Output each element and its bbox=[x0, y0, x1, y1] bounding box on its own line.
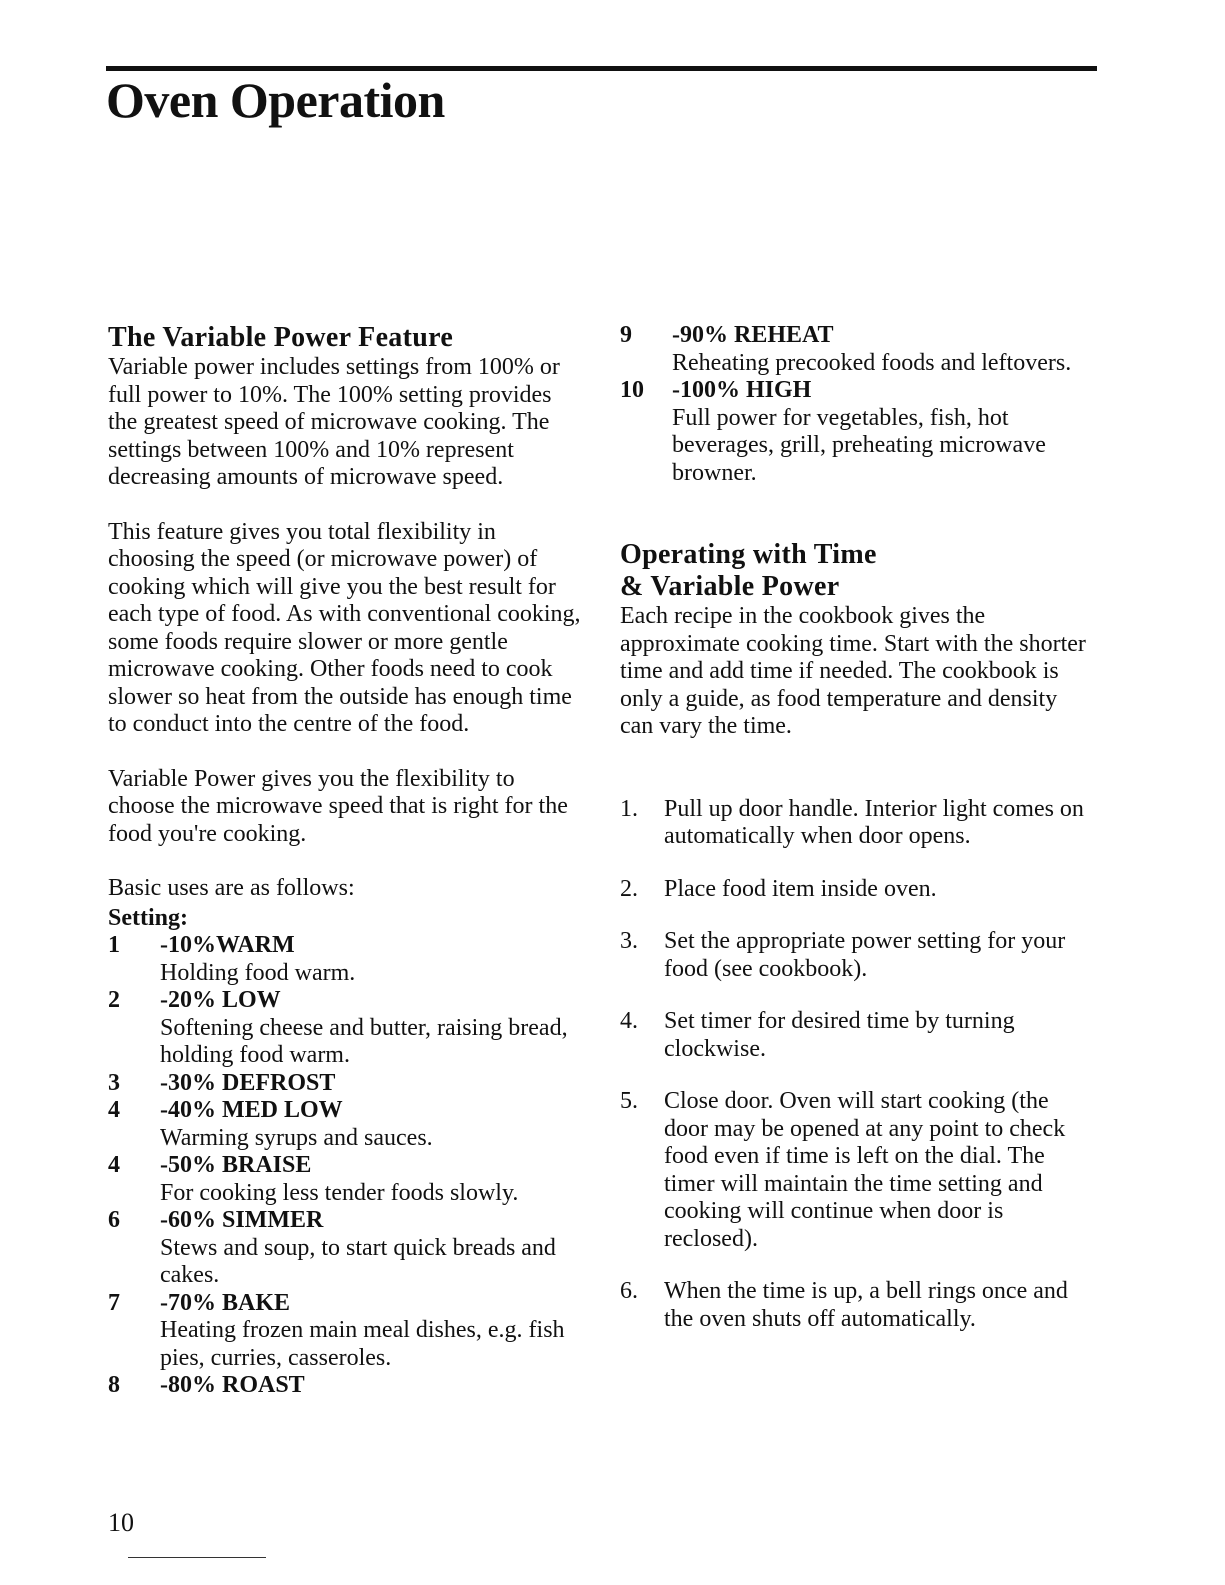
setting-description: For cooking less tender foods slowly. bbox=[160, 1179, 519, 1206]
operating-heading-line-2: & Variable Power bbox=[620, 571, 840, 602]
setting-description: Stews and soup, to start quick breads and cakes. bbox=[160, 1234, 556, 1288]
step-item bbox=[620, 1278, 1090, 1333]
variable-power-para-1: Variable power includes settings from 100% or full power to 10%. The 100% setting provides the greatest speed of microwave cooking. The settings between 100% and 10% represent decreasing amounts of microwave speed. bbox=[108, 354, 560, 490]
step-item bbox=[620, 928, 1090, 983]
setting-number: 9 bbox=[620, 322, 632, 348]
variable-power-heading: The Variable Power Feature bbox=[108, 322, 454, 353]
setting-item bbox=[108, 1097, 583, 1152]
setting-description: Full power for vegetables, fish, hot beverages, grill, preheating microwave browner. bbox=[672, 404, 1046, 486]
setting-description: Heating frozen main meal dishes, e.g. fish pies, curries, casseroles. bbox=[160, 1317, 565, 1371]
setting-name: -80% ROAST bbox=[160, 1372, 305, 1398]
setting-number: 2 bbox=[108, 987, 120, 1013]
right-column bbox=[620, 322, 1090, 1358]
setting-item bbox=[108, 1152, 583, 1207]
setting-name: -70% BAKE bbox=[160, 1289, 291, 1316]
setting-item bbox=[108, 1290, 583, 1373]
setting-item bbox=[108, 932, 583, 987]
operating-heading-line-1: Operating with Time bbox=[620, 539, 877, 570]
step-text: Set timer for desired time by turning clockwise. bbox=[664, 1008, 1015, 1062]
setting-item bbox=[108, 1207, 583, 1290]
setting-number: 8 bbox=[108, 1372, 120, 1398]
operating-steps bbox=[620, 796, 1090, 1334]
step-number: 3. bbox=[620, 928, 638, 954]
step-number: 2. bbox=[620, 875, 638, 902]
setting-item bbox=[620, 322, 1090, 377]
step-item bbox=[620, 1088, 1090, 1253]
step-text: Set the appropriate power setting for your food (see cookbook). bbox=[664, 928, 1066, 982]
setting-item bbox=[108, 987, 583, 1070]
setting-list-continued bbox=[620, 322, 1090, 487]
setting-name: -40% MED LOW bbox=[160, 1097, 343, 1123]
step-text: Pull up door handle. Interior light comes on automatically when door opens. bbox=[664, 795, 1084, 849]
setting-name: -10%WARM bbox=[160, 932, 295, 958]
step-text: Close door. Oven will start cooking (the door may be opened at any point to check food even if time is left on the dial. The timer will maintain the time setting and cooking will continue when door is reclosed). bbox=[664, 1088, 1066, 1252]
step-item bbox=[620, 876, 1090, 904]
setting-list bbox=[108, 932, 583, 1400]
setting-description: Holding food warm. bbox=[160, 959, 356, 986]
setting-description: Softening cheese and butter, raising bread, holding food warm. bbox=[160, 1014, 568, 1068]
setting-number: 4 bbox=[108, 1097, 120, 1123]
setting-number: 3 bbox=[108, 1069, 120, 1096]
step-text: When the time is up, a bell rings once and the oven shuts off automatically. bbox=[664, 1278, 1068, 1332]
setting-description: Warming syrups and sauces. bbox=[160, 1124, 433, 1151]
step-text: Place food item inside oven. bbox=[664, 875, 937, 902]
page-title: Oven Operation bbox=[106, 72, 445, 128]
setting-name: -20% LOW bbox=[160, 987, 281, 1013]
setting-number: 4 bbox=[108, 1152, 120, 1178]
variable-power-para-2: This feature gives you total flexibility in choosing the speed (or microwave power) of cooking which will give you the best result for each type of food. As with conventional cooking, some foods require slower or more gentle microwave cooking. Other foods need to cook slower so heat from the outside has enough time to conduct into the centre of the food. bbox=[108, 518, 581, 737]
basic-uses-text: Basic uses are as follows: bbox=[108, 875, 355, 901]
step-number: 5. bbox=[620, 1088, 638, 1114]
page-number: 10 bbox=[108, 1508, 134, 1537]
left-column bbox=[108, 322, 583, 1400]
step-item bbox=[620, 796, 1090, 851]
setting-description: Reheating precooked foods and leftovers. bbox=[672, 349, 1072, 376]
setting-name: -60% SIMMER bbox=[160, 1207, 324, 1233]
setting-name: -50% BRAISE bbox=[160, 1152, 312, 1178]
setting-name: -30% DEFROST bbox=[160, 1069, 336, 1096]
variable-power-para-3: Variable Power gives you the flexibility to choose the microwave speed that is right for the food you're cooking. bbox=[108, 765, 568, 847]
step-number: 6. bbox=[620, 1278, 638, 1304]
setting-number: 1 bbox=[108, 932, 120, 958]
step-number: 4. bbox=[620, 1008, 638, 1034]
operating-intro: Each recipe in the cookbook gives the approximate cooking time. Start with the shorter time and add time if needed. The cookbook is only a guide, as food temperature and density can vary the time. bbox=[620, 603, 1086, 739]
step-item bbox=[620, 1008, 1090, 1063]
setting-number: 6 bbox=[108, 1207, 120, 1233]
bottom-rule bbox=[128, 1557, 266, 1558]
setting-heading: Setting: bbox=[108, 904, 188, 931]
setting-number: 10 bbox=[620, 377, 644, 403]
setting-item bbox=[620, 377, 1090, 487]
setting-name: -90% REHEAT bbox=[672, 322, 834, 348]
setting-item bbox=[108, 1070, 583, 1098]
setting-item bbox=[108, 1372, 583, 1400]
step-number: 1. bbox=[620, 795, 638, 822]
setting-name: -100% HIGH bbox=[672, 377, 812, 403]
setting-number: 7 bbox=[108, 1289, 120, 1316]
